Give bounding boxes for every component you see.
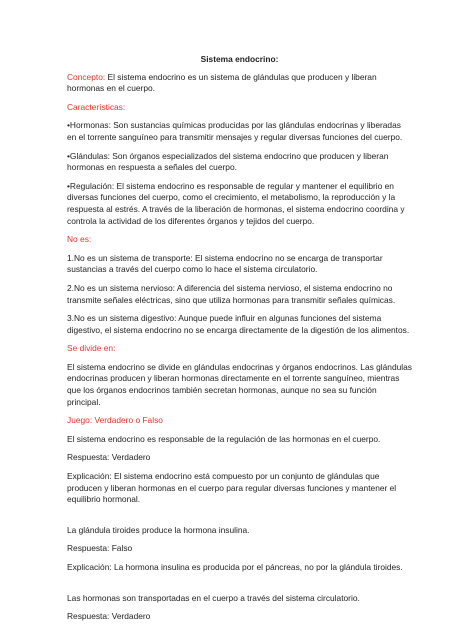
question-1-statement: El sistema endocrino es responsable de la regulación de las hormonas en el cuerpo. bbox=[67, 433, 381, 444]
no-es-item-1: 1.No es un sistema de transporte: El sistema endocrino no se encarga de transportar sustancias a través del cuerpo como lo hace el sistema circulatorio. bbox=[67, 252, 383, 275]
question-1-explanation: Explicación: El sistema endocrino está compuesto por un conjunto de glándulas que producen y liberan hormonas en el cuerpo para regular diversas funciones y mantener el equilibrio hormonal. bbox=[67, 471, 397, 505]
concepto-text: El sistema endocrino es un sistema de glándulas que producen y liberan hormonas en el cuerpo. bbox=[67, 71, 377, 94]
question-2-answer: Respuesta: Falso bbox=[67, 543, 133, 554]
caracteristica-glandulas: •Glándulas: Son órganos especializados del sistema endocrino que producen y liberan hormonas en respuesta a señales del cuerpo. bbox=[67, 150, 389, 173]
question-3-answer: Respuesta: Verdadero bbox=[67, 611, 151, 622]
caracteristica-hormonas: •Hormonas: Son sustancias químicas producidas por las glándulas endocrinas y liberadas en el torrente sanguíneo para transmitir mensajes y regular diversas funciones del cuerpo. bbox=[67, 120, 403, 142]
document-content bbox=[67, 54, 412, 630]
se-divide-heading: Se divide en: bbox=[67, 343, 116, 354]
no-es-item-3: 3.No es un sistema digestivo: Aunque puede influir en algunas funciones del sistema digestivo, el sistema endocrino no se encarga directamente de la digestión de los alimentos. bbox=[67, 313, 410, 335]
question-2-explanation: Explicación: La hormona insulina es producida por el páncreas, no por la glándula tiroides. bbox=[67, 562, 403, 572]
caracteristicas-heading: Características: bbox=[67, 101, 126, 112]
spacer bbox=[67, 513, 412, 525]
no-es-item-2: 2.No es un sistema nervioso: A diferencia del sistema nervioso, el sistema endocrino no transmite señales eléctricas, sino que utiliza hormonas para transmitir señales químicas. bbox=[67, 282, 396, 305]
juego-heading: Juego: Verdadero o Falso bbox=[67, 415, 163, 426]
concepto-paragraph bbox=[67, 72, 412, 95]
question-1-answer: Respuesta: Verdadero bbox=[67, 452, 151, 463]
document-title: Sistema endocrino: bbox=[200, 54, 279, 64]
spacer bbox=[67, 581, 412, 593]
question-2-statement: La glándula tiroides produce la hormona insulina. bbox=[67, 524, 250, 535]
se-divide-text: El sistema endocrino se divide en glándulas endocrinas y órganos endocrinos. Las glándulas endocrinas producen y liberan hormonas directamente en el torrente sanguíneo, mientras que los órganos endocrinos también secretan hormonas, aunque no sea su función principal. bbox=[67, 361, 412, 407]
question-3-statement: Las hormonas son transportadas en el cuerpo a través del sistema circulatorio. bbox=[67, 592, 360, 603]
no-es-heading: No es: bbox=[67, 234, 92, 245]
caracteristica-regulacion: •Regulación: El sistema endocrino es responsable de regular y mantener el equilibrio en diversas funciones del cuerpo, como el crecimiento, el metabolismo, la reproducción y la respuesta al estrés. A través de la liberación de hormonas, el sistema endocrino coordina y controla la actividad de los diferentes órganos y tejidos del cuerpo. bbox=[67, 180, 405, 226]
concepto-label: Concepto: bbox=[67, 71, 106, 82]
